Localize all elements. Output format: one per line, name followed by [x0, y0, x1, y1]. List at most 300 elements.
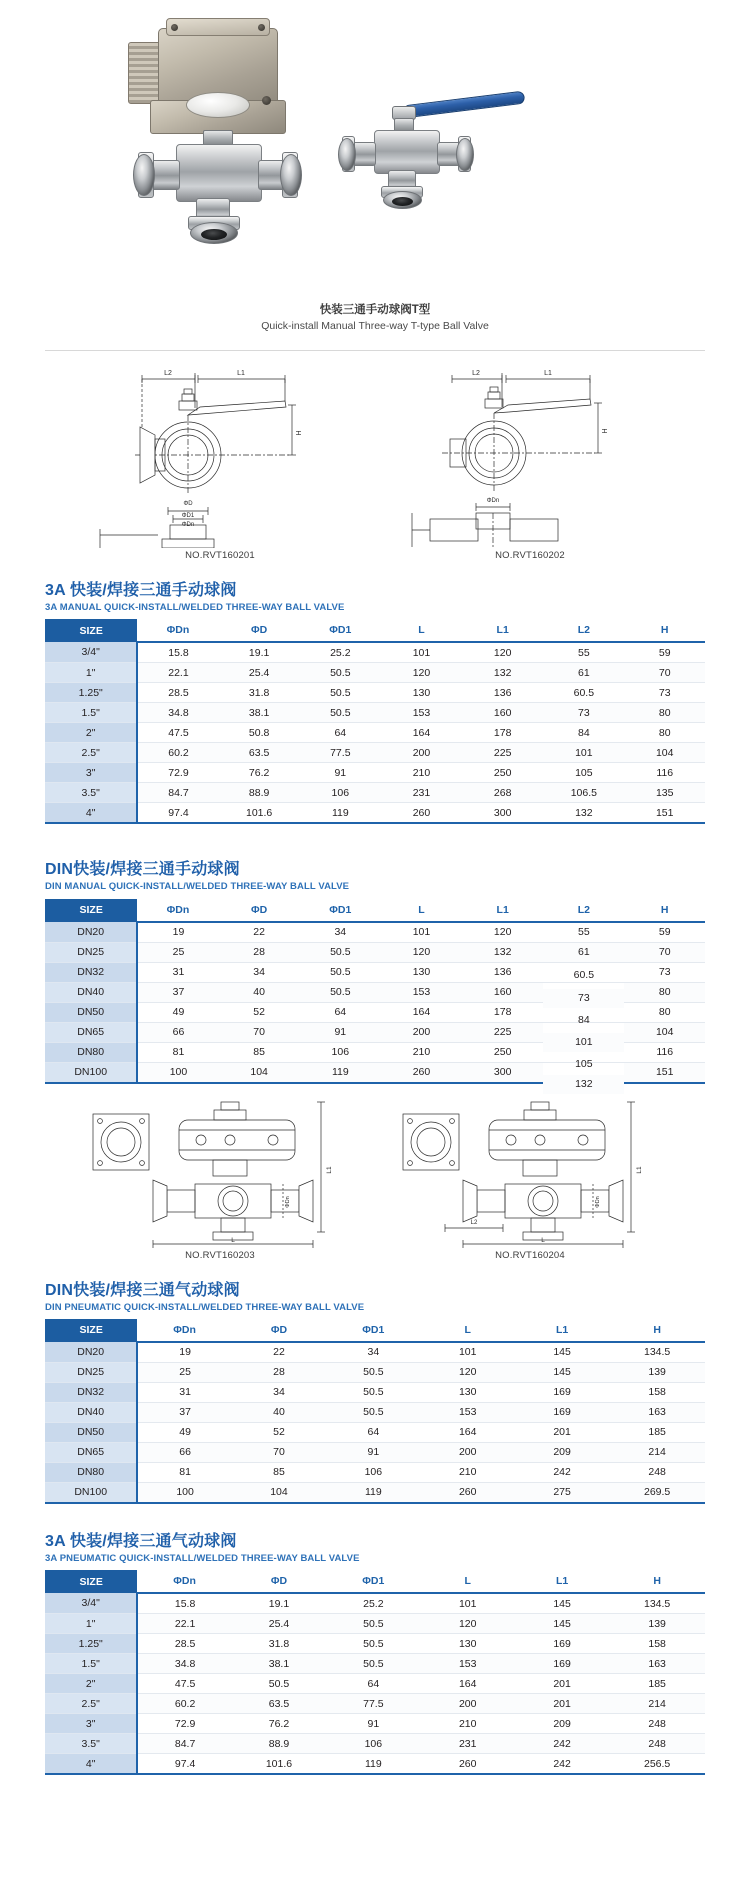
cell-L1: 169 [515, 1634, 609, 1654]
cell-D1: 50.5 [326, 1382, 420, 1402]
cell-size: DN50 [45, 1422, 137, 1442]
dim-label-phidn: ΦDn [285, 1195, 291, 1208]
column-header-L1: L1 [515, 1570, 609, 1593]
table-row [45, 1734, 705, 1754]
cell-D1: 64 [326, 1674, 420, 1694]
table-row [45, 1634, 705, 1654]
cell-D: 85 [232, 1462, 326, 1482]
cell-H: 80 [624, 703, 705, 723]
cell-L1: 250 [462, 1042, 543, 1062]
cell-L1: 169 [515, 1654, 609, 1674]
cell-H: 248 [609, 1462, 705, 1482]
table-row [45, 922, 705, 943]
caption-chinese: 快装三通手动球阀T型 [319, 304, 431, 316]
cell-H: 158 [609, 1382, 705, 1402]
cell-size: 2" [45, 723, 137, 743]
table-head [45, 899, 705, 922]
cell-D: 40 [232, 1402, 326, 1422]
cell-L1: 268 [462, 783, 543, 803]
cell-D1: 25.2 [326, 1593, 420, 1614]
drawing-svg-manual-front [390, 363, 670, 548]
table-head [45, 1570, 705, 1593]
column-header-size: SIZE [45, 619, 137, 642]
table-wrap-din-pneumatic [45, 1319, 705, 1506]
table-wrap-3a-pneumatic [45, 1570, 705, 1777]
cell-D1: 34 [300, 922, 381, 943]
valve-body [374, 130, 440, 174]
table-row [45, 1694, 705, 1714]
table-body-3a-manual [45, 642, 705, 823]
column-header-L: L [381, 619, 462, 642]
cell-size: 4" [45, 1754, 137, 1775]
cell-Dn: 37 [137, 1402, 231, 1422]
column-header-L2: L2 [543, 619, 624, 642]
cell-L: 130 [381, 962, 462, 982]
cell-Dn: 28.5 [137, 1634, 231, 1654]
cell-Dn: 60.2 [137, 743, 218, 763]
cell-L: 200 [381, 743, 462, 763]
column-header-D1: ΦD1 [300, 619, 381, 642]
cell-Dn: 34.8 [137, 1654, 231, 1674]
cell-H: 80 [624, 1002, 705, 1022]
cell-L1: 201 [515, 1694, 609, 1714]
table-row [45, 1654, 705, 1674]
cell-Dn: 25 [137, 942, 218, 962]
cell-H: 59 [624, 642, 705, 663]
cell-L: 164 [421, 1674, 515, 1694]
cell-size: 3.5" [45, 783, 137, 803]
cell-Dn: 66 [137, 1442, 231, 1462]
cell-H: 59 [624, 922, 705, 943]
cell-L: 153 [421, 1654, 515, 1674]
cell-D: 85 [219, 1042, 300, 1062]
cell-H: 248 [609, 1714, 705, 1734]
cell-size: DN20 [45, 922, 137, 943]
cell-L: 153 [381, 703, 462, 723]
table-head [45, 1319, 705, 1342]
cell-size: 2.5" [45, 1694, 137, 1714]
table-row [45, 982, 705, 1002]
cell-D: 31.8 [219, 683, 300, 703]
column-header-L: L [421, 1570, 515, 1593]
table-row [45, 1674, 705, 1694]
cell-H: 80 [624, 723, 705, 743]
cell-L1: 132 [462, 942, 543, 962]
cell-H: 214 [609, 1694, 705, 1714]
table-row [45, 1614, 705, 1634]
section-title-en-2: DIN MANUAL QUICK-INSTALL/WELDED THREE-WAY BALL VALVE [45, 881, 350, 893]
column-header-D1: ΦD1 [326, 1319, 420, 1342]
cell-L1: 120 [462, 642, 543, 663]
cell-L1: 242 [515, 1754, 609, 1775]
cell-Dn: 97.4 [137, 1754, 231, 1775]
cell-H: 248 [609, 1734, 705, 1754]
cell-H: 139 [609, 1614, 705, 1634]
section-title-en-3: DIN PNEUMATIC QUICK-INSTALL/WELDED THREE-WAY BALL VALVE [45, 1301, 365, 1313]
cell-size: 1.5" [45, 1654, 137, 1674]
cell-Dn: 28.5 [137, 683, 218, 703]
drawing-svg-pneumatic-2 [385, 1098, 675, 1248]
cell-size: 3.5" [45, 1734, 137, 1754]
cell-Dn: 15.8 [137, 1593, 231, 1614]
cell-L1: 300 [462, 803, 543, 824]
dim-label-phid: ΦD [183, 500, 193, 507]
cell-D1: 50.5 [326, 1402, 420, 1422]
cell-D: 52 [219, 1002, 300, 1022]
cell-L1: 225 [462, 743, 543, 763]
column-header-L: L [381, 899, 462, 922]
cell-size: 1.25" [45, 683, 137, 703]
cell-size: DN80 [45, 1462, 137, 1482]
cell-size: DN32 [45, 1382, 137, 1402]
cell-H: 134.5 [609, 1593, 705, 1614]
cell-L2: 73 [543, 988, 624, 1008]
cell-H: 151 [624, 803, 705, 824]
table-body-3a-pneumatic [45, 1593, 705, 1774]
cell-D1: 34 [326, 1342, 420, 1363]
cell-L: 101 [421, 1593, 515, 1614]
cell-H: 256.5 [609, 1754, 705, 1775]
photo-stage [0, 0, 750, 300]
table-wrap-3a-manual [45, 619, 705, 826]
cell-Dn: 100 [137, 1482, 231, 1503]
cell-H: 73 [624, 683, 705, 703]
cell-H: 214 [609, 1442, 705, 1462]
technical-drawings-pneumatic [0, 1086, 750, 1265]
cell-size: DN40 [45, 1402, 137, 1422]
cell-size: 3" [45, 763, 137, 783]
cell-Dn: 19 [137, 1342, 231, 1363]
table-header-row [45, 619, 705, 642]
section-title-cn-4: 3A 快装/焊接三通气动球阀 [45, 1532, 237, 1550]
section-title-cn-3: DIN快装/焊接三通气动球阀 [45, 1281, 240, 1299]
cell-Dn: 31 [137, 1382, 231, 1402]
table-row [45, 1714, 705, 1734]
cell-H: 70 [624, 942, 705, 962]
table-row [45, 642, 705, 663]
cell-Dn: 97.4 [137, 803, 218, 824]
table-row [45, 1754, 705, 1775]
cell-D: 25.4 [232, 1614, 326, 1634]
column-header-H: H [624, 619, 705, 642]
cell-L: 210 [381, 763, 462, 783]
cell-L1: 160 [462, 703, 543, 723]
cell-D1: 106 [326, 1734, 420, 1754]
spec-table-3a-manual [45, 619, 705, 824]
cell-D1: 91 [326, 1442, 420, 1462]
cell-D: 38.1 [232, 1654, 326, 1674]
column-header-L: L [421, 1319, 515, 1342]
cell-size: DN65 [45, 1442, 137, 1462]
drawing-number-2: NO.RVT160202 [495, 549, 565, 561]
dim-label-l1: L1 [636, 1165, 643, 1174]
table-row [45, 743, 705, 763]
cell-Dn: 84.7 [137, 1734, 231, 1754]
cell-H: 163 [609, 1654, 705, 1674]
cell-L: 231 [421, 1734, 515, 1754]
table-row [45, 683, 705, 703]
cell-D1: 106 [300, 783, 381, 803]
drawing-number-4: NO.RVT160204 [495, 1249, 565, 1261]
table-row [45, 1382, 705, 1402]
cell-Dn: 81 [137, 1042, 218, 1062]
cell-D: 38.1 [219, 703, 300, 723]
cell-D1: 64 [300, 723, 381, 743]
cell-D1: 50.5 [300, 683, 381, 703]
cell-L: 120 [421, 1362, 515, 1382]
cell-D: 104 [232, 1482, 326, 1503]
cell-L1: 242 [515, 1462, 609, 1482]
cell-size: DN20 [45, 1342, 137, 1363]
section-3a-manual [0, 581, 750, 826]
table-header-row [45, 1570, 705, 1593]
cell-Dn: 34.8 [137, 703, 218, 723]
drawing-rvt160204 [380, 1098, 680, 1261]
cell-H: 70 [624, 663, 705, 683]
column-header-L1: L1 [462, 899, 543, 922]
dim-label-phid1: ΦD1 [181, 512, 195, 519]
cell-H: 116 [624, 763, 705, 783]
cell-Dn: 81 [137, 1462, 231, 1482]
cell-L: 153 [381, 982, 462, 1002]
column-header-size: SIZE [45, 899, 137, 922]
cell-Dn: 37 [137, 982, 218, 1002]
cell-D: 101.6 [232, 1754, 326, 1775]
cell-H: 163 [609, 1402, 705, 1422]
cell-L: 260 [381, 803, 462, 824]
valve-port-opening-left [338, 138, 356, 171]
cell-Dn: 100 [137, 1062, 218, 1083]
cell-L: 200 [381, 1022, 462, 1042]
dim-label-l: L [231, 1236, 235, 1244]
column-header-D: ΦD [219, 899, 300, 922]
dim-label-l2: L2 [472, 369, 480, 377]
product-caption [0, 300, 750, 344]
cell-D1: 50.5 [300, 942, 381, 962]
cell-size: 1.5" [45, 703, 137, 723]
cell-D1: 50.5 [326, 1614, 420, 1634]
table-row [45, 962, 705, 982]
dim-label-l1: L1 [326, 1165, 333, 1174]
section-din-pneumatic [0, 1281, 750, 1506]
cell-L2: 73 [543, 703, 624, 723]
cell-H: 158 [609, 1634, 705, 1654]
table-row [45, 1402, 705, 1422]
table-row [45, 1482, 705, 1503]
dim-label-l: L [541, 1236, 545, 1244]
table-row [45, 1342, 705, 1363]
cell-D: 50.5 [232, 1674, 326, 1694]
cell-L: 231 [381, 783, 462, 803]
actuator-top-cover [166, 18, 270, 36]
cell-H: 185 [609, 1422, 705, 1442]
cell-L1: 209 [515, 1442, 609, 1462]
cell-D: 88.9 [232, 1734, 326, 1754]
column-header-L2: L2 [543, 899, 624, 922]
cell-D1: 50.5 [300, 982, 381, 1002]
manual-handle-lever [403, 91, 526, 119]
valve-port-opening-right [280, 154, 302, 196]
valve-bore-bottom [392, 197, 413, 206]
table-header-row [45, 899, 705, 922]
cell-L: 260 [421, 1754, 515, 1775]
cell-D1: 50.5 [300, 663, 381, 683]
column-header-H: H [609, 1319, 705, 1342]
cell-L2: 132 [543, 1074, 624, 1095]
dim-label-l2: L2 [164, 369, 172, 377]
dim-label-phidn: ΦDn [595, 1195, 601, 1208]
cell-L2: 84 [543, 723, 624, 743]
cell-size: DN65 [45, 1022, 137, 1042]
cell-L1: 136 [462, 683, 543, 703]
spec-table-3a-pneumatic [45, 1570, 705, 1775]
cell-L: 130 [421, 1382, 515, 1402]
cell-L: 120 [421, 1614, 515, 1634]
drawing-svg-manual-side [80, 363, 360, 548]
table-row [45, 783, 705, 803]
cell-size: 1" [45, 663, 137, 683]
column-header-H: H [624, 899, 705, 922]
cell-D: 63.5 [232, 1694, 326, 1714]
cell-size: DN80 [45, 1042, 137, 1062]
cell-L1: 136 [462, 962, 543, 982]
cell-H: 104 [624, 743, 705, 763]
table-row [45, 703, 705, 723]
product-photo-band [0, 0, 750, 300]
cell-D: 52 [232, 1422, 326, 1442]
cell-L: 260 [421, 1482, 515, 1503]
cell-H: 139 [609, 1362, 705, 1382]
cell-D1: 119 [326, 1482, 420, 1503]
cell-Dn: 22.1 [137, 663, 218, 683]
cell-H: 185 [609, 1674, 705, 1694]
cell-D1: 119 [300, 1062, 381, 1083]
cell-D1: 77.5 [300, 743, 381, 763]
cell-D: 76.2 [219, 763, 300, 783]
cell-L: 200 [421, 1442, 515, 1462]
cell-L: 210 [421, 1462, 515, 1482]
cell-L: 200 [421, 1694, 515, 1714]
cell-L1: 201 [515, 1422, 609, 1442]
cell-D: 25.4 [219, 663, 300, 683]
valve-port-opening-left [133, 154, 155, 196]
cell-D1: 91 [300, 1022, 381, 1042]
cell-H: 73 [624, 962, 705, 982]
drawing-rvt160203 [70, 1098, 370, 1261]
cell-Dn: 25 [137, 1362, 231, 1382]
section-title-cn-1: 3A 快装/焊接三通手动球阀 [45, 581, 237, 599]
cell-L2: 55 [543, 642, 624, 663]
cell-L2: 61 [543, 942, 624, 962]
cell-L2: 105 [543, 763, 624, 783]
cell-H: 151 [624, 1062, 705, 1083]
cell-D1: 91 [326, 1714, 420, 1734]
cell-L1: 178 [462, 1002, 543, 1022]
cell-L1: 145 [515, 1593, 609, 1614]
cell-Dn: 22.1 [137, 1614, 231, 1634]
spec-table-din-manual [45, 899, 705, 1091]
cell-D1: 106 [300, 1042, 381, 1062]
table-header-row [45, 1319, 705, 1342]
column-header-D: ΦD [232, 1570, 326, 1593]
cell-D: 88.9 [219, 783, 300, 803]
cell-D: 22 [219, 922, 300, 943]
cell-L: 210 [421, 1714, 515, 1734]
dim-label-phidn: ΦDn [486, 497, 500, 504]
table-row [45, 1442, 705, 1462]
actuator-screw [262, 96, 271, 105]
cell-D: 31.8 [232, 1634, 326, 1654]
cell-D1: 64 [300, 1002, 381, 1022]
cell-Dn: 72.9 [137, 763, 218, 783]
cell-size: 3" [45, 1714, 137, 1734]
cell-D1: 106 [326, 1462, 420, 1482]
spec-table-din-pneumatic [45, 1319, 705, 1504]
cell-size: 3/4" [45, 642, 137, 663]
cell-D1: 50.5 [300, 962, 381, 982]
column-header-Dn: ΦDn [137, 1319, 231, 1342]
table-row [45, 723, 705, 743]
cell-D: 70 [232, 1442, 326, 1462]
cell-L1: 145 [515, 1342, 609, 1363]
cell-L1: 145 [515, 1362, 609, 1382]
cell-H: 116 [624, 1042, 705, 1062]
cell-L: 101 [381, 642, 462, 663]
cell-L: 260 [381, 1062, 462, 1083]
cell-L: 164 [421, 1422, 515, 1442]
column-header-Dn: ΦDn [137, 619, 218, 642]
cell-L1: 160 [462, 982, 543, 1002]
table-row [45, 763, 705, 783]
cell-L1: 132 [462, 663, 543, 683]
cell-Dn: 49 [137, 1002, 218, 1022]
table-row [45, 942, 705, 962]
cell-Dn: 72.9 [137, 1714, 231, 1734]
dim-label-phidn: ΦDn [181, 521, 195, 528]
cell-size: 3/4" [45, 1593, 137, 1614]
table-wrap-din-manual [45, 899, 705, 1091]
actuator-screw [258, 24, 265, 31]
cell-L1: 242 [515, 1734, 609, 1754]
cell-size: DN100 [45, 1482, 137, 1503]
cell-L2: 60.5 [543, 965, 624, 985]
drawing-rvt160202 [380, 363, 680, 561]
cell-L2: 106.5 [543, 783, 624, 803]
dim-label-l1: L1 [237, 369, 245, 377]
column-header-size: SIZE [45, 1570, 137, 1593]
cell-Dn: 60.2 [137, 1694, 231, 1714]
cell-D: 76.2 [232, 1714, 326, 1734]
cell-L: 130 [421, 1634, 515, 1654]
cell-Dn: 19 [137, 922, 218, 943]
column-header-L1: L1 [515, 1319, 609, 1342]
cell-L1: 145 [515, 1614, 609, 1634]
cell-D: 104 [219, 1062, 300, 1083]
drawing-rvt160201 [70, 363, 370, 561]
table-body-din-pneumatic [45, 1342, 705, 1503]
cell-L: 164 [381, 723, 462, 743]
table-row [45, 1593, 705, 1614]
cell-D: 34 [219, 962, 300, 982]
cell-L1: 300 [462, 1062, 543, 1083]
cell-size: DN25 [45, 942, 137, 962]
cell-L1: 225 [462, 1022, 543, 1042]
cell-Dn: 84.7 [137, 783, 218, 803]
cell-size: DN100 [45, 1062, 137, 1083]
column-header-L1: L1 [462, 619, 543, 642]
cell-D1: 25.2 [300, 642, 381, 663]
cell-L1: 250 [462, 763, 543, 783]
